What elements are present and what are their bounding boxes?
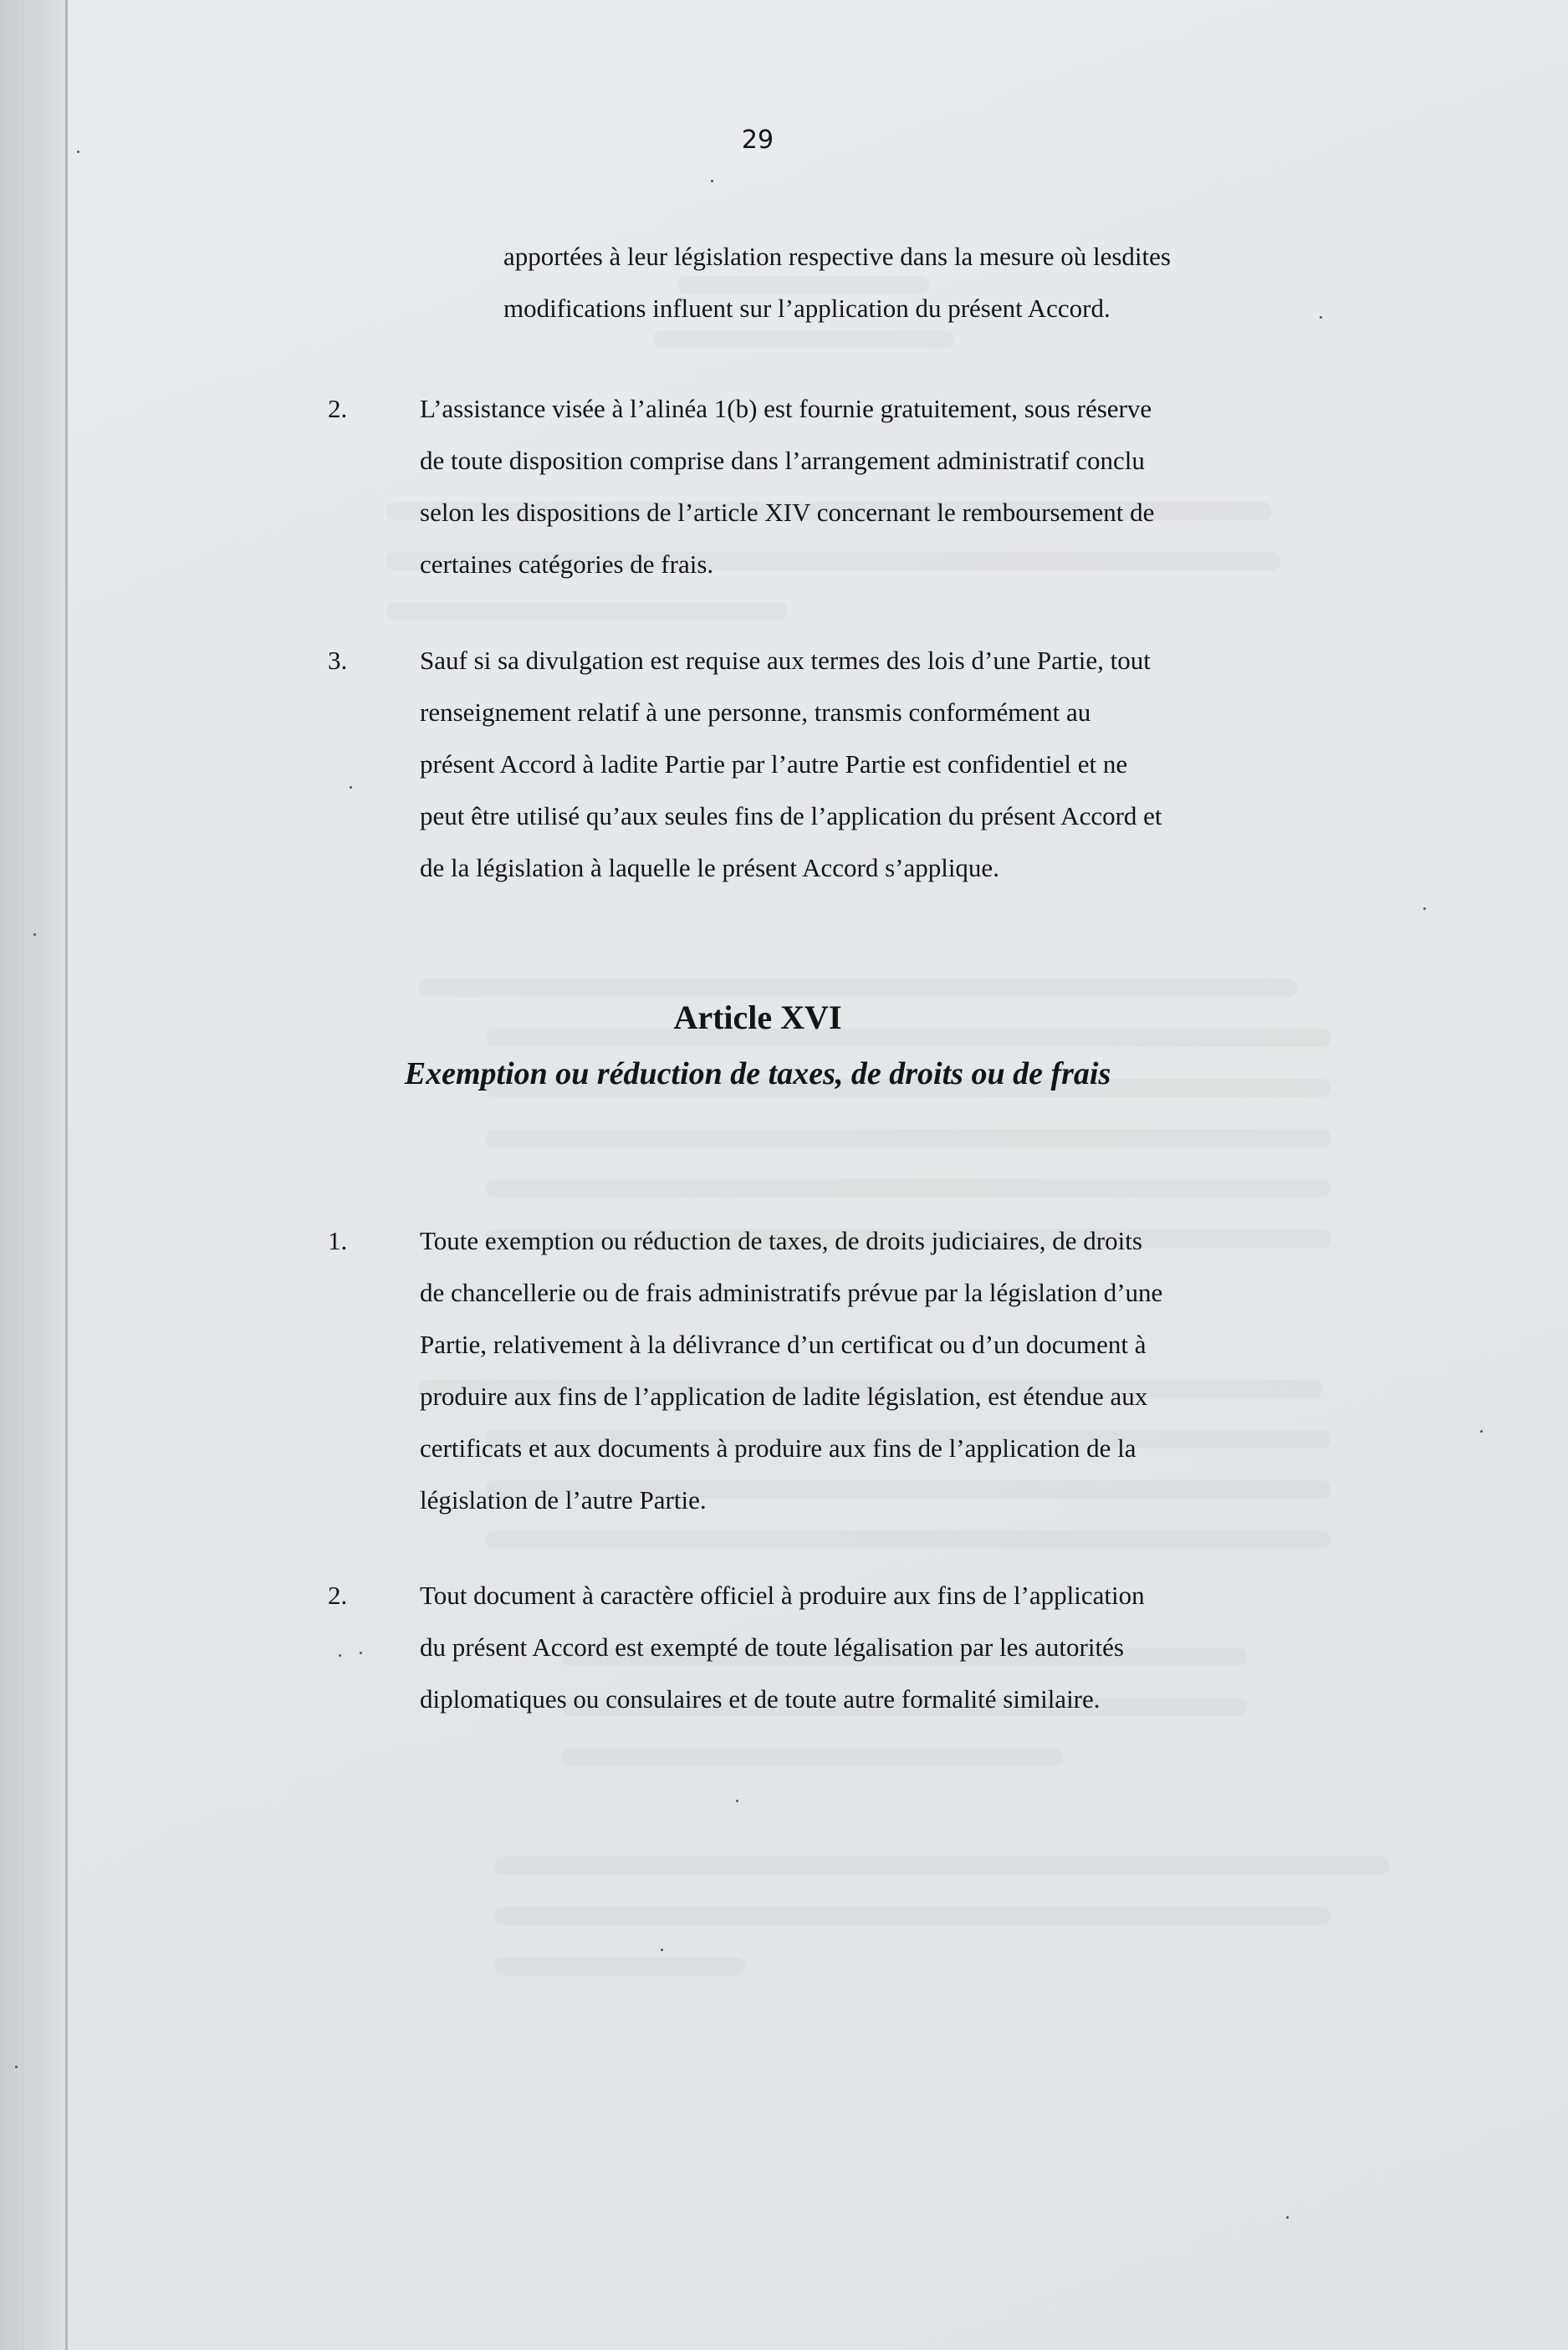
scan-speck [661, 1949, 663, 1951]
text-line: L’assistance visée à l’alinéa 1(b) est fournie gratuitement, sous réserve [420, 394, 1152, 423]
scan-speck [33, 933, 36, 936]
scan-speck [736, 1800, 738, 1802]
scan-speck [360, 1652, 362, 1654]
intro-paragraph [503, 231, 1171, 335]
paragraph-2 [420, 383, 1154, 590]
paragraph-number: 2. [328, 394, 348, 423]
paragraph-3 [420, 635, 1162, 894]
text-line: diplomatiques ou consulaires et de toute autre formalité similaire. [420, 1684, 1101, 1714]
text-line: Toute exemption ou réduction de taxes, de droits judiciaires, de droits [420, 1226, 1142, 1255]
article-subtitle: Exemption ou réduction de taxes, de droits ou de frais [404, 1056, 1111, 1091]
article-title: Article XVI [673, 999, 842, 1036]
text-line: modifications influent sur l’application du présent Accord. [503, 294, 1111, 323]
text-line: Sauf si sa divulgation est requise aux termes des lois d’une Partie, tout [420, 646, 1151, 675]
text-line: peut être utilisé qu’aux seules fins de l’application du présent Accord et [420, 801, 1162, 830]
text-line: de chancellerie ou de frais administratifs prévue par la législation d’une [420, 1278, 1163, 1307]
text-line: de toute disposition comprise dans l’arrangement administratif conclu [420, 446, 1145, 475]
text-line: présent Accord à ladite Partie par l’autre Partie est confidentiel et ne [420, 749, 1128, 779]
text-line: apportées à leur législation respective dans la mesure où lesdites [503, 242, 1171, 271]
scan-speck [339, 1654, 341, 1657]
scan-speck [77, 151, 79, 153]
scan-speck [1320, 316, 1322, 319]
document-page [68, 0, 1568, 2350]
text-line: certificats et aux documents à produire aux fins de l’application de la [420, 1433, 1136, 1463]
text-line: selon les dispositions de l’article XIV concernant le remboursement de [420, 498, 1155, 527]
scan-speck [1286, 2216, 1289, 2219]
text-line: produire aux fins de l’application de ladite législation, est étendue aux [420, 1382, 1148, 1411]
paragraph-number: 3. [328, 646, 348, 675]
scan-speck [1423, 907, 1426, 910]
text-line: de la législation à laquelle le présent Accord s’applique. [420, 853, 999, 882]
text-line: renseignement relatif à une personne, transmis conformément au [420, 697, 1091, 727]
paragraph-number: 1. [328, 1226, 348, 1255]
page-number: 29 [741, 125, 774, 155]
paragraph-number: 2. [328, 1581, 348, 1610]
scan-speck [15, 2066, 18, 2068]
scan-speck [1480, 1430, 1483, 1433]
article-paragraph-2 [420, 1570, 1145, 1725]
text-line: Tout document à caractère officiel à produire aux fins de l’application [420, 1581, 1145, 1610]
scan-speck [350, 786, 352, 789]
scan-speck [711, 180, 713, 182]
text-line: Partie, relativement à la délivrance d’un certificat ou d’un document à [420, 1330, 1147, 1359]
text-line: du présent Accord est exempté de toute légalisation par les autorités [420, 1632, 1124, 1662]
text-line: législation de l’autre Partie. [420, 1485, 707, 1515]
article-paragraph-1 [420, 1215, 1162, 1526]
page-binding-shadow [0, 0, 67, 2350]
text-line: certaines catégories de frais. [420, 549, 714, 579]
